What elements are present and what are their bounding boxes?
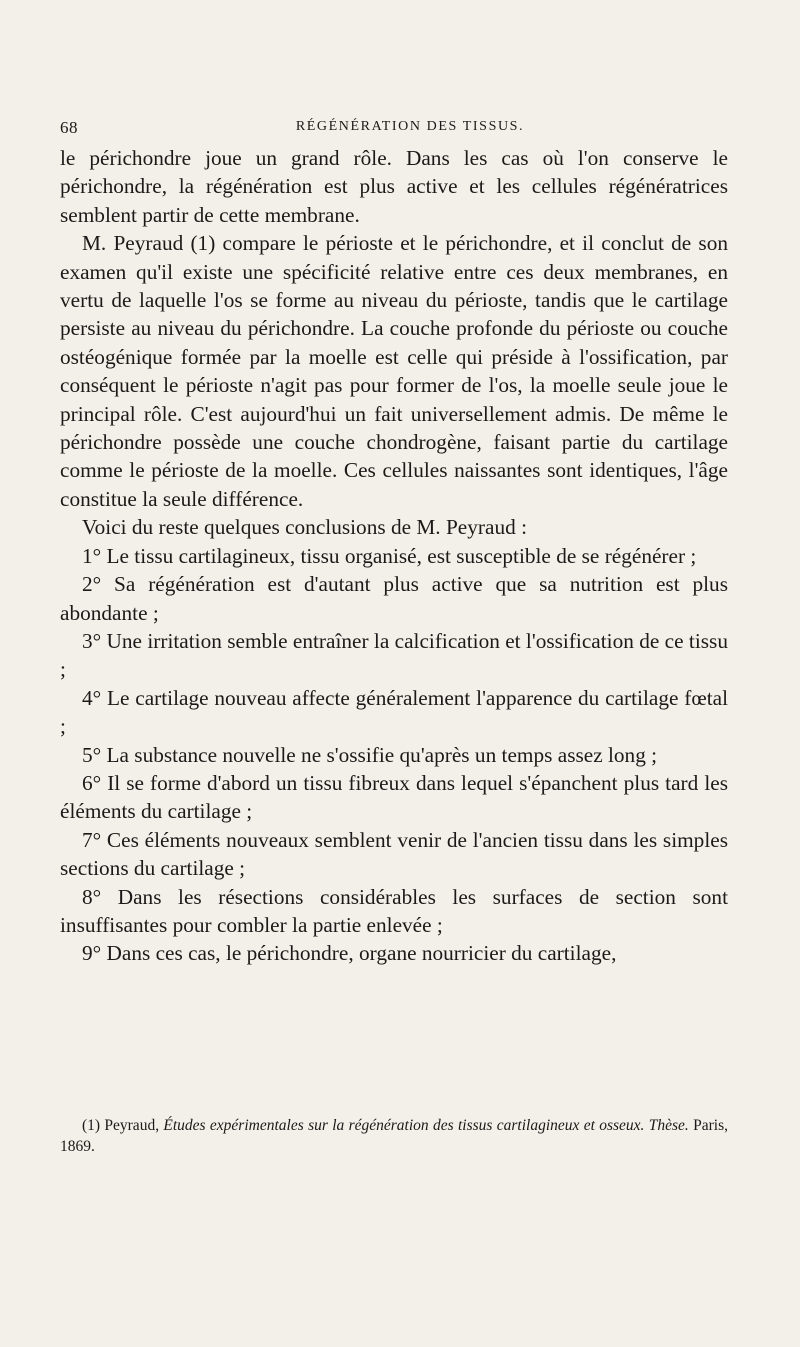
footnote	[60, 1115, 728, 1157]
conclusion-item-7: 7° Ces éléments nouveaux semblent venir de l'ancien tissu dans les simples sections du cartilage ;	[60, 827, 728, 881]
footnote-rest: Paris, 1869.	[60, 1117, 729, 1155]
page-number: 68	[60, 118, 78, 137]
conclusion-item-8: 8° Dans les résections considérables les surfaces de section sont insuffisantes pour combler la partie enlevée ;	[60, 884, 728, 937]
conclusion-item-6: 6° Il se forme d'abord un tissu fibreux dans lequel s'épanchent plus tard les éléments du cartilage ;	[60, 770, 728, 824]
conclusion-item-5: 5° La substance nouvelle ne s'ossifie qu'après un temps assez long ;	[82, 742, 658, 767]
conclusion-item-1: 1° Le tissu cartilagineux, tissu organisé, est susceptible de se régénérer ;	[82, 543, 697, 568]
conclusion-item-3: 3° Une irritation semble entraîner la calcification et l'ossification de ce tissu ;	[60, 628, 728, 682]
conclusion-item-4: 4° Le cartilage nouveau affecte généralement l'apparence du cartilage fœtal ;	[60, 685, 728, 739]
footnote-title: Études expérimentales sur la régénération des tissus cartilagineux et osseux. Thèse.	[163, 1117, 689, 1134]
running-head	[60, 118, 740, 140]
paragraph-conclusions-intro: Voici du reste quelques conclusions de M. Peyraud :	[82, 515, 527, 540]
footnote-marker: (1) Peyraud,	[82, 1117, 164, 1134]
paragraph-continuation: le périchondre joue un grand rôle. Dans les cas où l'on conserve le périchondre, la régénération est plus active et les cellules régénératrices semblent partir de cette membrane.	[60, 146, 728, 227]
conclusion-item-9: 9° Dans ces cas, le périchondre, organe nourricier du cartilage,	[82, 941, 617, 966]
paragraph-peyraud: M. Peyraud (1) compare le périoste et le périchondre, et il conclut de son examen qu'il existe une spécificité relative entre ces deux membranes, en vertu de laquelle l'os se forme au niveau du périoste, tandis que le cartilage persiste au niveau du périchondre. La couche profonde du périoste ou couche ostéogénique formée par la moelle est celle qui préside à l'ossification, par conséquent le périoste n'agit pas pour former de l'os, la moelle seule joue le principal rôle. C'est aujourd'hui un fait universellement admis. De même le périchondre possède une couche chondrogène, faisant partie du cartilage comme le périoste de la moelle. Ces cellules naissantes sont identiques, l'âge constitue la seule différence.	[60, 231, 728, 511]
conclusion-item-2: 2° Sa régénération est d'autant plus active que sa nutrition est plus abondante ;	[60, 572, 728, 625]
running-title: RÉGÉNÉRATION DES TISSUS.	[295, 119, 525, 134]
body-text	[60, 144, 728, 968]
